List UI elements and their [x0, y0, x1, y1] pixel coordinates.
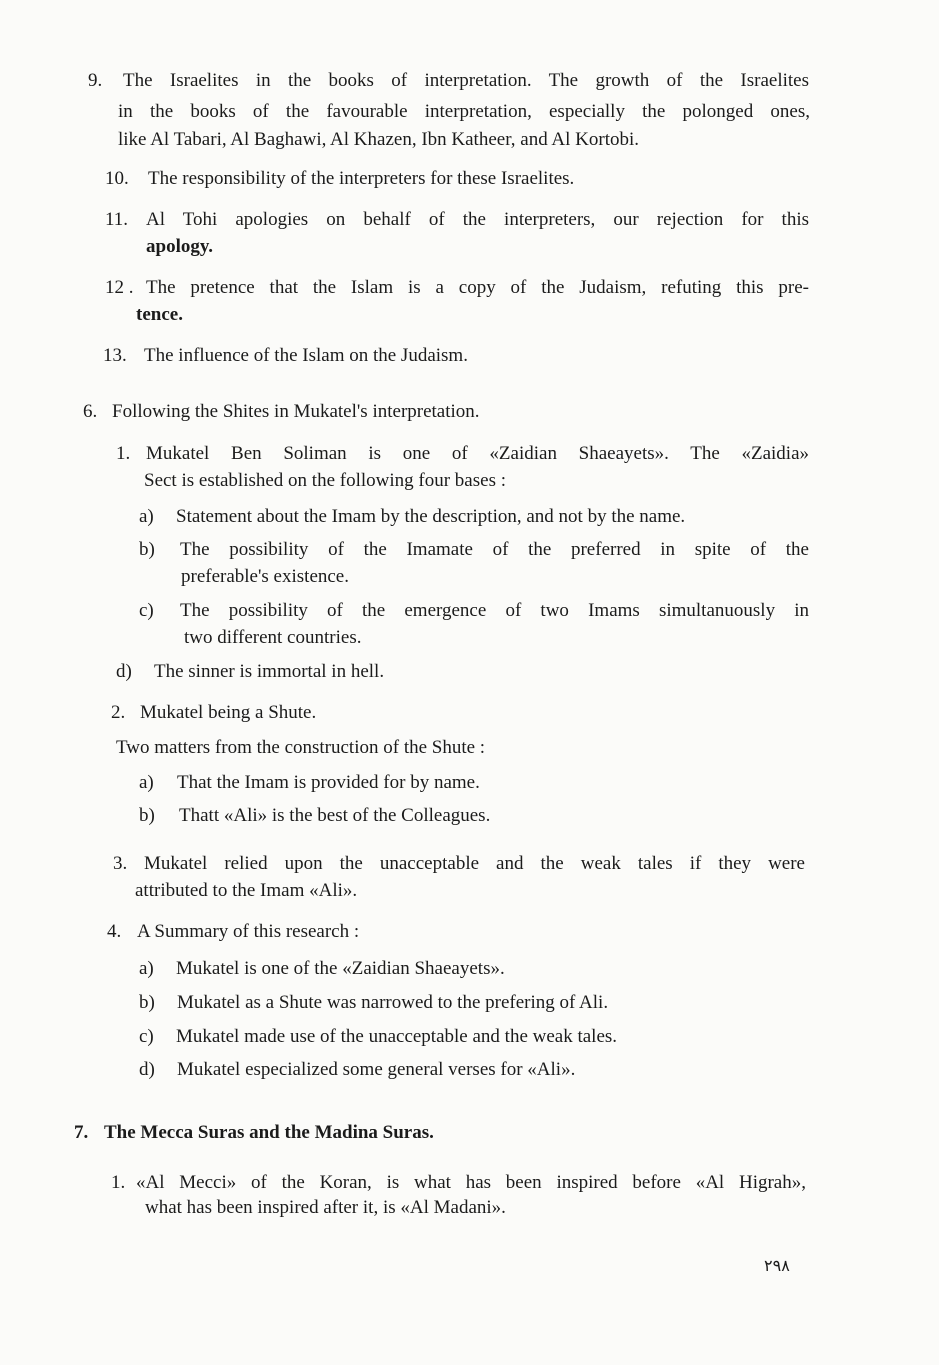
item-12-line-1: The pretence that the Islam is a copy of the Judaism, refuting this pre- [146, 277, 809, 298]
section-6-number: 6. [83, 401, 98, 422]
matter-a-text: That the Imam is provided for by name. [177, 772, 480, 793]
item-9-line-3: like Al Tabari, Al Baghawi, Al Khazen, Ibn Katheer, and Al Kortobi. [118, 129, 639, 150]
section-6-item-2-number: 2. [111, 702, 126, 723]
item-11-line-2: apology. [146, 236, 214, 257]
summary-b-text: Mukatel as a Shute was narrowed to the prefering of Ali. [177, 992, 609, 1013]
section-7-item-1-number: 1. [111, 1172, 126, 1193]
section-6-item-3-line-1: Mukatel relied upon the unacceptable and the weak tales if they were [144, 853, 805, 874]
section-6-item-2-intro: Two matters from the construction of the Shute : [116, 737, 486, 758]
section-7-number: 7. [74, 1122, 89, 1143]
item-13-number: 13. [103, 345, 127, 366]
matter-b-label: b) [139, 805, 155, 826]
item-13-text: The influence of the Islam on the Judaism. [144, 345, 468, 366]
item-9-line-2: in the books of the favourable interpretation, especially the polonged ones, [118, 101, 810, 122]
section-6-item-1-line-1: Mukatel Ben Soliman is one of «Zaidian Shaeayets». The «Zaidia» [146, 443, 809, 464]
item-12-line-2: tence. [136, 304, 183, 325]
item-10-number: 10. [105, 168, 129, 189]
summary-b-label: b) [139, 992, 155, 1013]
item-9-number: 9. [88, 70, 103, 91]
summary-d-text: Mukatel especialized some general verses for «Ali». [177, 1059, 576, 1080]
base-c-label: c) [139, 600, 154, 621]
summary-c-label: c) [139, 1026, 154, 1047]
section-6-item-1-line-2: Sect is established on the following four bases : [144, 470, 506, 491]
base-b-line-1: The possibility of the Imamate of the preferred in spite of the [180, 539, 809, 560]
base-b-label: b) [139, 539, 155, 560]
summary-c-text: Mukatel made use of the unacceptable and the weak tales. [176, 1026, 618, 1047]
section-7-title: The Mecca Suras and the Madina Suras. [104, 1122, 434, 1143]
section-6-item-2-text: Mukatel being a Shute. [140, 702, 317, 723]
summary-a-text: Mukatel is one of the «Zaidian Shaeayets». [176, 958, 505, 979]
base-b-line-2: preferable's existence. [181, 566, 349, 587]
page-number: ٢٩٨ [764, 1258, 790, 1275]
section-6-item-3-number: 3. [113, 853, 128, 874]
summary-a-label: a) [139, 958, 154, 979]
section-7-item-1-line-2: what has been inspired after it, is «Al Madani». [145, 1197, 506, 1218]
section-6-item-4-text: A Summary of this research : [137, 921, 360, 942]
matter-b-text: Thatt «Ali» is the best of the Colleagues. [179, 805, 491, 826]
item-9-line-1: The Israelites in the books of interpretation. The growth of the Israelites [123, 70, 809, 91]
item-12-number: 12 . [105, 277, 134, 298]
base-a-label: a) [139, 506, 154, 527]
section-6-item-3-line-2: attributed to the Imam «Ali». [135, 880, 358, 901]
base-d-label: d) [116, 661, 132, 682]
item-10-text: The responsibility of the interpreters for these Israelites. [148, 168, 575, 189]
item-11-number: 11. [105, 209, 129, 230]
section-6-item-1-number: 1. [116, 443, 131, 464]
base-c-line-2: two different countries. [184, 627, 362, 648]
item-11-line-1: Al Tohi apologies on behalf of the interpreters, our rejection for this [146, 209, 809, 230]
section-6-item-4-number: 4. [107, 921, 122, 942]
section-7-item-1-line-1: «Al Mecci» of the Koran, is what has been inspired before «Al Higrah», [136, 1172, 806, 1193]
matter-a-label: a) [139, 772, 154, 793]
base-c-line-1: The possibility of the emergence of two Imams simultanuously in [180, 600, 809, 621]
summary-d-label: d) [139, 1059, 155, 1080]
base-a-text: Statement about the Imam by the description, and not by the name. [176, 506, 686, 527]
section-6-title: Following the Shites in Mukatel's interpretation. [112, 401, 480, 422]
base-d-text: The sinner is immortal in hell. [154, 661, 385, 682]
